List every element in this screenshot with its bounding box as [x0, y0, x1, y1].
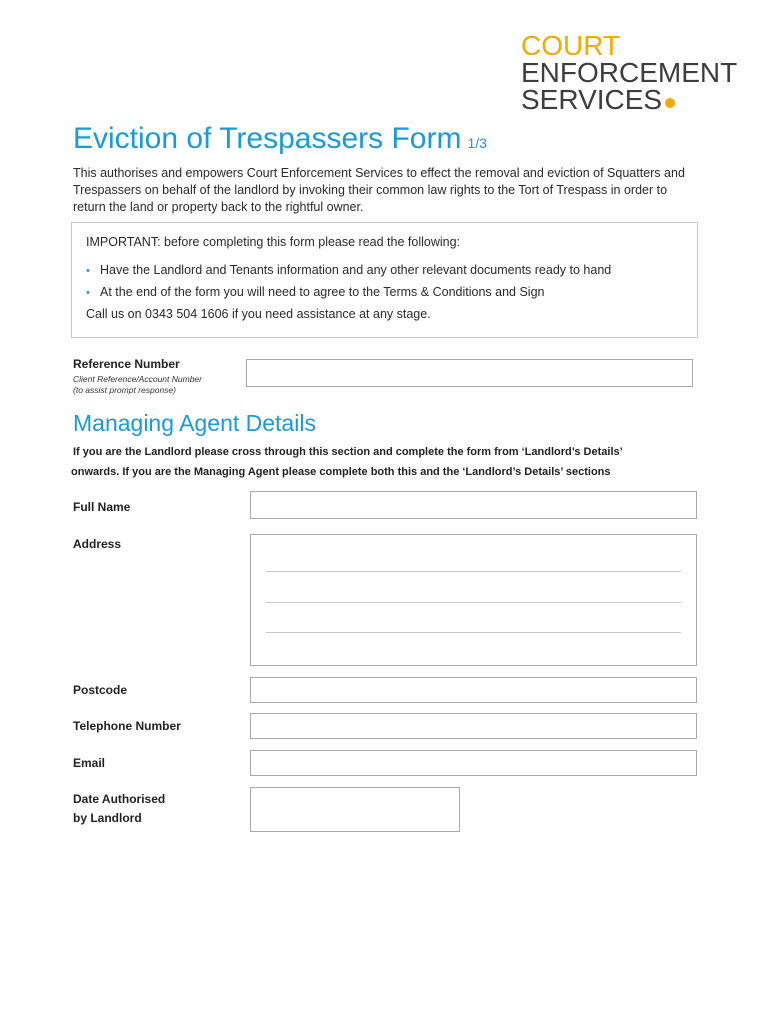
important-notice-box: [71, 222, 698, 338]
reference-number-sublabel: Client Reference/Account Number: [73, 374, 202, 384]
date-authorised-label-2: by Landlord: [73, 811, 142, 825]
email-label: Email: [73, 756, 106, 770]
logo-line-services-text: SERVICES: [521, 84, 663, 115]
page-title: [73, 122, 487, 156]
important-heading: IMPORTANT: before completing this form please read the following:: [86, 235, 461, 249]
important-bullet: [86, 285, 683, 299]
logo-line-enforcement: ENFORCEMENT: [521, 57, 738, 88]
address-line: [266, 602, 681, 603]
address-input[interactable]: [250, 534, 697, 666]
managing-agent-note-line-1: If you are the Landlord please cross through this section and complete the form from ‘Landlord’s Details’: [73, 446, 623, 458]
address-line: [266, 632, 681, 633]
managing-agent-note-line-2: onwards. If you are the Managing Agent please complete both this and the ‘Landlord’s Details’ sections: [71, 466, 611, 478]
date-authorised-input[interactable]: [251, 788, 459, 831]
full-name-label: Full Name: [73, 500, 131, 514]
postcode-field-box: [250, 677, 697, 703]
full-name-field-box: [250, 491, 697, 519]
logo-line-court: COURT: [521, 30, 621, 61]
telephone-field-box: [250, 713, 697, 739]
managing-agent-note: [73, 442, 713, 482]
important-bullet: [86, 263, 683, 277]
important-bullet-text: Have the Landlord and Tenants information and any other relevant documents ready to hand: [100, 263, 612, 277]
logo-dot-icon: [665, 98, 675, 108]
full-name-input[interactable]: [251, 492, 696, 518]
postcode-input[interactable]: [251, 678, 696, 702]
important-bullet-text: At the end of the form you will need to agree to the Terms & Conditions and Sign: [100, 285, 545, 299]
bullet-icon: •: [86, 265, 90, 277]
company-logo: [521, 32, 741, 113]
reference-number-sublabel-2: (to assist prompt response): [73, 385, 176, 395]
reference-number-input[interactable]: [247, 360, 692, 386]
telephone-input[interactable]: [251, 714, 696, 738]
email-input[interactable]: [251, 751, 696, 775]
bullet-icon: •: [86, 287, 90, 299]
address-line: [266, 571, 681, 572]
telephone-label: Telephone Number: [73, 719, 181, 733]
logo-line-services: [521, 86, 741, 113]
assistance-phone-text: Call us on 0343 504 1606 if you need assistance at any stage.: [86, 307, 431, 321]
reference-number-field-box: [246, 359, 693, 387]
managing-agent-heading: Managing Agent Details: [73, 410, 316, 436]
address-label: Address: [73, 537, 122, 551]
postcode-label: Postcode: [73, 683, 128, 697]
reference-number-label: Reference Number: [73, 357, 180, 371]
intro-paragraph: This authorises and empowers Court Enforcement Services to effect the removal and eviction of Squatters and Trespassers on behalf of the landlord by invoking their common law rights to the Tort of Trespass in order to return the land or property back to the rightful owner.: [73, 166, 685, 214]
date-authorised-field-box: [250, 787, 460, 832]
form-title: Eviction of Trespassers Form: [73, 122, 462, 155]
page-indicator: 1/3: [467, 135, 487, 151]
email-field-box: [250, 750, 697, 776]
date-authorised-label: Date Authorised: [73, 792, 166, 806]
